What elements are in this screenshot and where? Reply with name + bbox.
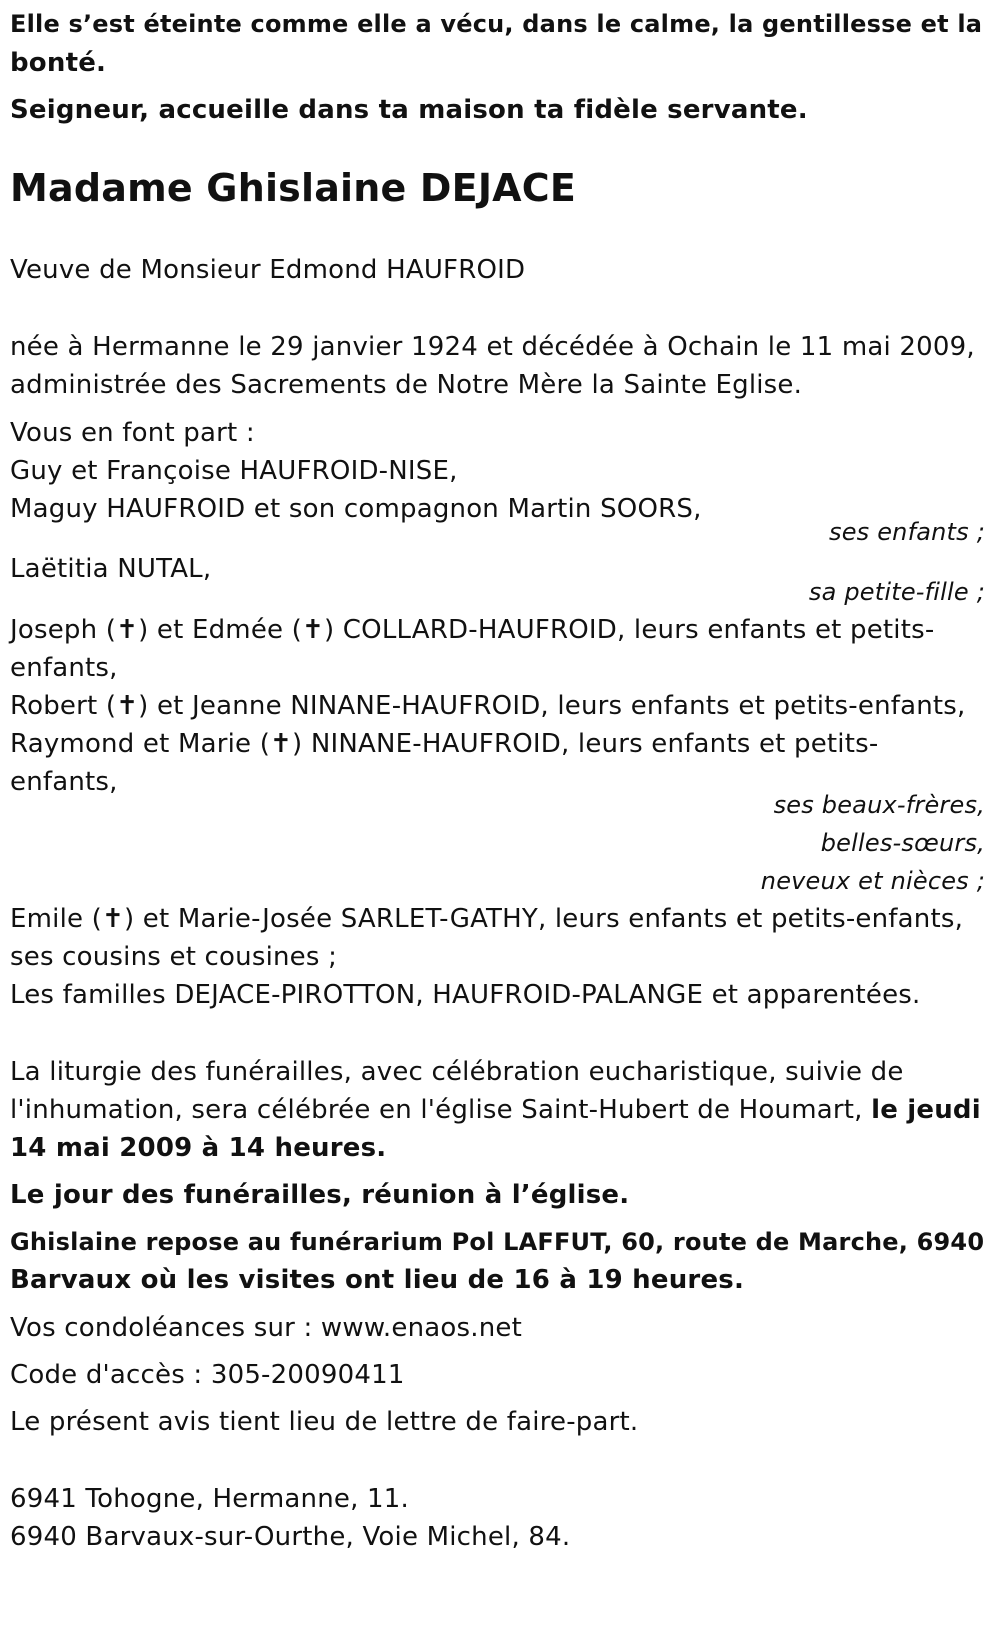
inlaws-line-3a: Raymond et Marie (✝) NINANE-HAUFROID, leurs enfants et petits- — [10, 729, 879, 759]
families-line: Les familles DEJACE-PIROTTON, HAUFROID-PALANGE et apparentées. — [10, 980, 921, 1010]
widow-of: Veuve de Monsieur Edmond HAUFROID — [10, 255, 526, 285]
address-1: 6941 Tohogne, Hermanne, 11. — [10, 1484, 409, 1514]
inlaws-label-2: belles-sœurs, — [820, 829, 985, 857]
family-intro: Vous en font part : — [10, 418, 255, 448]
rest-line-1: Ghislaine repose au funérarium Pol LAFFUT, 60, route de Marche, 6940 — [10, 1228, 985, 1256]
inlaws-line-3b: enfants, — [10, 767, 118, 797]
inlaws-line-2: Robert (✝) et Jeanne NINANE-HAUFROID, leurs enfants et petits-enfants, — [10, 691, 966, 721]
granddaughter-label: sa petite-fille ; — [808, 578, 985, 606]
funeral-meeting: Le jour des funérailles, réunion à l’église. — [10, 1180, 630, 1210]
funeral-day: le jeudi — [871, 1095, 981, 1125]
inlaws-line-1a: Joseph (✝) et Edmée (✝) COLLARD-HAUFROID, leurs enfants et petits- — [10, 615, 935, 645]
funeral-line-2-text: l'inhumation, sera célébrée en l'église Saint-Hubert de Houmart, — [10, 1095, 872, 1125]
granddaughter: Laëtitia NUTAL, — [10, 554, 212, 584]
children-line-2: Maguy HAUFROID et son compagnon Martin SOORS, — [10, 494, 702, 524]
address-2: 6940 Barvaux-sur-Ourthe, Voie Michel, 84. — [10, 1522, 571, 1552]
inlaws-label-1: ses beaux-frères, — [773, 791, 985, 819]
children-label: ses enfants ; — [829, 518, 985, 546]
deceased-name: Madame Ghislaine DEJACE — [10, 166, 577, 210]
rest-line-2: Barvaux où les visites ont lieu de 16 à 19 heures. — [10, 1265, 745, 1295]
children-line-1: Guy et Françoise HAUFROID-NISE, — [10, 456, 458, 486]
inlaws-label-3: neveux et nièces ; — [760, 867, 985, 895]
cousins-line-2: ses cousins et cousines ; — [10, 942, 338, 972]
condolences-website: Vos condoléances sur : www.enaos.net — [10, 1313, 522, 1343]
funeral-line-2 — [10, 1090, 981, 1130]
birth-death-line-2: administrée des Sacrements de Notre Mère la Sainte Eglise. — [10, 370, 803, 400]
cousins-line-1: Emile (✝) et Marie-Josée SARLET-GATHY, leurs enfants et petits-enfants, — [10, 904, 964, 934]
intro-line-1: Elle s’est éteinte comme elle a vécu, dans le calme, la gentillesse et la — [10, 10, 983, 38]
birth-death-line-1: née à Hermanne le 29 janvier 1924 et décédée à Ochain le 11 mai 2009, — [10, 332, 975, 362]
notice-line: Le présent avis tient lieu de lettre de faire-part. — [10, 1407, 639, 1437]
funeral-date-time: 14 mai 2009 à 14 heures. — [10, 1133, 387, 1163]
inlaws-line-1b: enfants, — [10, 653, 118, 683]
access-code: Code d'accès : 305-20090411 — [10, 1360, 405, 1390]
intro-line-2: bonté. — [10, 48, 107, 78]
prayer-line: Seigneur, accueille dans ta maison ta fidèle servante. — [10, 95, 808, 125]
funeral-line-1: La liturgie des funérailles, avec célébration eucharistique, suivie de — [10, 1057, 904, 1087]
